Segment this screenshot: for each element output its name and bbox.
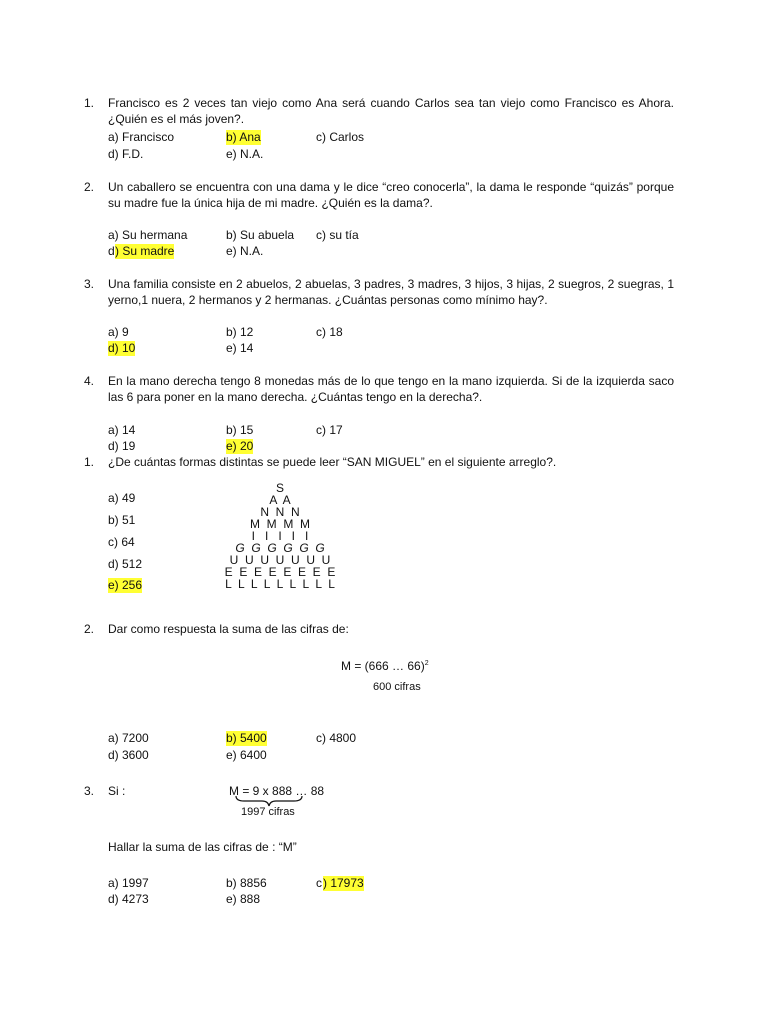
option-b: b) 8856 <box>226 876 267 890</box>
formula-note: 600 cifras <box>373 681 421 693</box>
option-d-highlighted: ) Su madre <box>115 244 175 258</box>
question-text: Si : <box>108 784 126 798</box>
option-a: a) 7200 <box>108 731 149 745</box>
option-c: c) su tía <box>316 228 359 242</box>
question-text: ¿De cuántas formas distintas se puede leer “SAN MIGUEL” en el siguiente arreglo?. <box>108 455 557 469</box>
question-text: Un caballero se encuentra con una dama y le dice “creo conocerla”, la dama le responde “quizás” porque su madre fue la única hija de mi madre. ¿Quién es la dama?. <box>108 180 674 210</box>
option-d: d) 512 <box>108 557 143 571</box>
triangle-row: N N N <box>260 505 300 519</box>
question-number: 2. <box>83 180 94 194</box>
question-number: 4. <box>83 374 94 388</box>
triangle-row: A A <box>269 493 291 507</box>
option-c: c) Carlos <box>316 130 365 144</box>
question-number: 3. <box>83 277 94 291</box>
question-text: En la mano derecha tengo 8 monedas más de lo que tengo en la mano izquierda. Si de la izquierda saco las 6 para poner en la mano derecha. ¿Cuántas tengo en la derecha?. <box>108 374 674 404</box>
triangle-row: U U U U U U U <box>229 553 331 567</box>
triangle-row: E E E E E E E E <box>224 565 336 579</box>
option-c-letter: c <box>316 876 322 890</box>
option-a: a) 49 <box>108 491 136 505</box>
option-b: b) 12 <box>226 325 254 339</box>
option-c: c) 18 <box>316 325 343 339</box>
formula: M = 9 x 888 … 88 <box>229 784 325 798</box>
formula-note: 1997 cifras <box>241 806 295 818</box>
question-prompt: Hallar la suma de las cifras de : “M” <box>108 840 297 854</box>
option-e-highlighted: e) 20 <box>226 439 254 453</box>
question-number: 1. <box>83 96 94 110</box>
option-e: e) 6400 <box>226 748 267 762</box>
triangle-row: M M M M <box>250 517 310 531</box>
letter-triangle <box>212 482 348 590</box>
option-b: b) 15 <box>226 423 254 437</box>
option-c-highlighted: ) 17973 <box>323 876 364 890</box>
option-e-highlighted: e) 256 <box>108 578 143 592</box>
option-d-letter: d <box>108 244 115 258</box>
option-a: a) 1997 <box>108 876 149 890</box>
option-d: d) 4273 <box>108 892 149 906</box>
option-d: d) 19 <box>108 439 136 453</box>
option-a: a) Su hermana <box>108 228 188 242</box>
triangle-row: G G G G G G <box>235 541 325 555</box>
question-text: Francisco es 2 veces tan viejo como Ana será cuando Carlos sea tan viejo como Francisco es Ahora. ¿Quién es el más joven?. <box>108 96 674 126</box>
option-c: c) 4800 <box>316 731 357 745</box>
option-a: a) Francisco <box>108 130 175 144</box>
question-text: Dar como respuesta la suma de las cifras de: <box>108 622 349 636</box>
question-number: 3. <box>83 784 94 798</box>
option-b: b) 51 <box>108 513 136 527</box>
option-c: c) 17 <box>316 423 343 437</box>
option-d-highlighted: d) 10 <box>108 341 136 355</box>
question-number: 2. <box>83 622 94 636</box>
triangle-row: S <box>275 481 284 495</box>
question-number: 1. <box>83 455 94 469</box>
option-e: e) 888 <box>226 892 261 906</box>
question-text: Una familia consiste en 2 abuelos, 2 abuelas, 3 padres, 3 madres, 3 hijos, 3 hijas, 2 suegros, 2 suegras, 1 yerno,1 nuera, 2 hermanos y 2 hermanas. ¿Cuántas personas como mínimo hay?. <box>108 277 674 307</box>
formula-exponent: 2 <box>424 660 429 667</box>
formula-expression: M = (666 … 66) <box>341 659 425 673</box>
option-a: a) 9 <box>108 325 129 339</box>
option-b-highlighted: b) Ana <box>226 130 261 144</box>
option-e: e) N.A. <box>226 244 264 258</box>
option-d: d) 3600 <box>108 748 149 762</box>
option-c: c) 64 <box>108 535 135 549</box>
option-e: e) 14 <box>226 341 254 355</box>
option-d: d) F.D. <box>108 147 144 161</box>
option-e: e) N.A. <box>226 147 264 161</box>
triangle-row: I I I I I <box>251 529 309 543</box>
option-b-highlighted: b) 5400 <box>226 731 267 745</box>
formula <box>341 659 429 676</box>
triangle-row: L L L L L L L L L <box>225 577 335 591</box>
option-b: b) Su abuela <box>226 228 295 242</box>
option-a: a) 14 <box>108 423 136 437</box>
